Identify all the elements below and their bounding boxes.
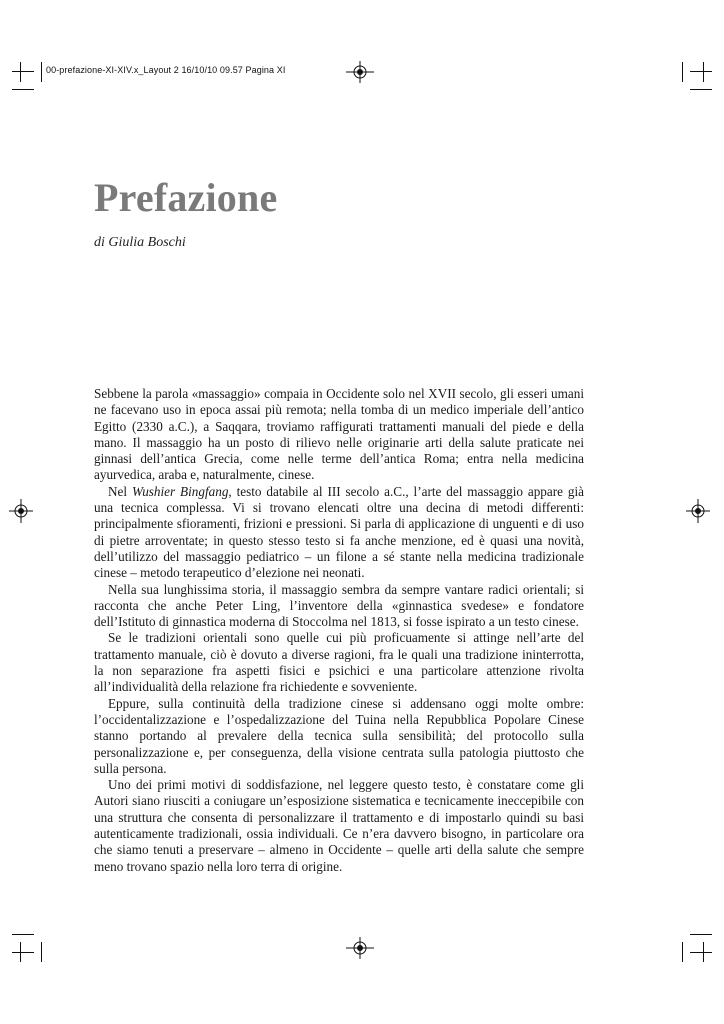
paragraph-2-lead: Nel [108, 483, 132, 499]
crop-mark-bottom-left-v [20, 942, 21, 962]
crop-mark-bottom-right-h [690, 934, 712, 935]
paragraph-5: Eppure, sulla continuità della tradizione cinese si addensano oggi molte ombre: l’occidentalizzazione e l’ospedalizzazione del Tuina nella Repubblica Popolare Cinese stanno portando al prevalere della tecnica sulla sensibilità; del protocollo sulla personalizzazione e, per conseguenza, della visione centrata sulla patologia piuttosto che sulla persona. [94, 695, 584, 776]
crop-mark-bottom-right-h2 [690, 952, 712, 953]
crop-mark-top-left-v [20, 62, 21, 82]
registration-mark-right-icon [686, 499, 710, 523]
registration-mark-left-icon [9, 499, 33, 523]
crop-mark-bottom-left-v2 [41, 942, 42, 962]
paragraph-4: Se le tradizioni orientali sono quelle cui più proficuamente si attinge nell’arte del trattamento manuale, ciò è dovuto a diverse ragioni, fra le quali una tradizione ininterrotta, la non separazione fra aspetti fisici e psichici e una particolare attenzione rivolta all’individualità della relazione fra richiedente e sovveniente. [94, 630, 584, 695]
paragraph-1: Sebbene la parola «massaggio» compaia in Occidente solo nel XVII secolo, gli esseri umani ne facevano uso in epoca assai più remota; nella tomba di un medico imperiale dell’antico Egitto (2330 a.C.), a Saqqara, troviamo raffigurati trattamenti manuali del piede e della mano. Il massaggio ha un posto di rilievo nelle originarie arti della salute praticate nei ginnasi dell’antica Grecia, come nelle terme dell’antica Roma; entra nella medicina ayurvedica, araba e, naturalmente, cinese. [94, 386, 584, 483]
crop-mark-top-right-v2 [682, 62, 683, 82]
author-byline: di Giulia Boschi [94, 235, 186, 250]
crop-mark-top-right-h2 [690, 89, 712, 90]
paragraph-2-rest: , testo databile al III secolo a.C., l’arte del massaggio appare già una tecnica complessa. Vi si trovano elencati oltre una decina di metodi differenti: principalmente sfioramenti, frizioni e pressioni. Si parla di applicazione di unguenti e di uso di pietre arroventate; in questo stesso testo si fa anche menzione, ed è quasi una novità, dell’utilizzo del massaggio pediatrico – un filone a sé stante nella medicina tradizionale cinese – metodo terapeutico d’elezione nei neonati. [94, 483, 585, 581]
crop-mark-top-left-h2 [12, 89, 34, 90]
crop-mark-top-left-h [12, 71, 34, 72]
crop-mark-bottom-left-h2 [12, 952, 34, 953]
body-text [94, 386, 584, 875]
page-title: Prefazione [94, 175, 278, 220]
paragraph-3: Nella sua lunghissima storia, il massaggio sembra da sempre vantare radici orientali; si racconta che anche Peter Ling, l’inventore della «ginnastica svedese» e fondatore dell’Istituto di ginnastica moderna di Stoccolma nel 1813, si fosse ispirato a un testo cinese. [94, 581, 584, 630]
registration-mark-top-icon [346, 61, 374, 83]
crop-mark-bottom-right-v [703, 942, 704, 962]
crop-mark-top-right-h [690, 71, 712, 72]
paragraph-6: Uno dei primi motivi di soddisfazione, nel leggere questo testo, è constatare come gli Autori siano riusciti a coniugare un’esposizione sistematica e tecnicamente ineccepibile con una struttura che consenta di personalizzare il trattamento e di impostarlo quindi su basi autenticamente tradizionali, ossia individuali. Ce n’era davvero bisogno, in particolare ora che siamo tenuti a preservare – almeno in Occidente – quelle arti della salute che sempre meno trovano spazio nella loro terra di origine. [94, 777, 584, 874]
book-title-wushier-bingfang: Wushier Bingfang [131, 483, 229, 499]
crop-mark-bottom-left-h [12, 934, 34, 935]
registration-mark-bottom-icon [346, 937, 374, 959]
crop-mark-top-right-v [703, 62, 704, 82]
crop-mark-top-left-v2 [41, 62, 42, 82]
printer-slug: 00-prefazione-XI-XIV.x_Layout 2 16/10/10 09.57 Pagina XI [46, 65, 286, 75]
paragraph-2 [94, 484, 584, 582]
crop-mark-bottom-right-v2 [682, 942, 683, 962]
